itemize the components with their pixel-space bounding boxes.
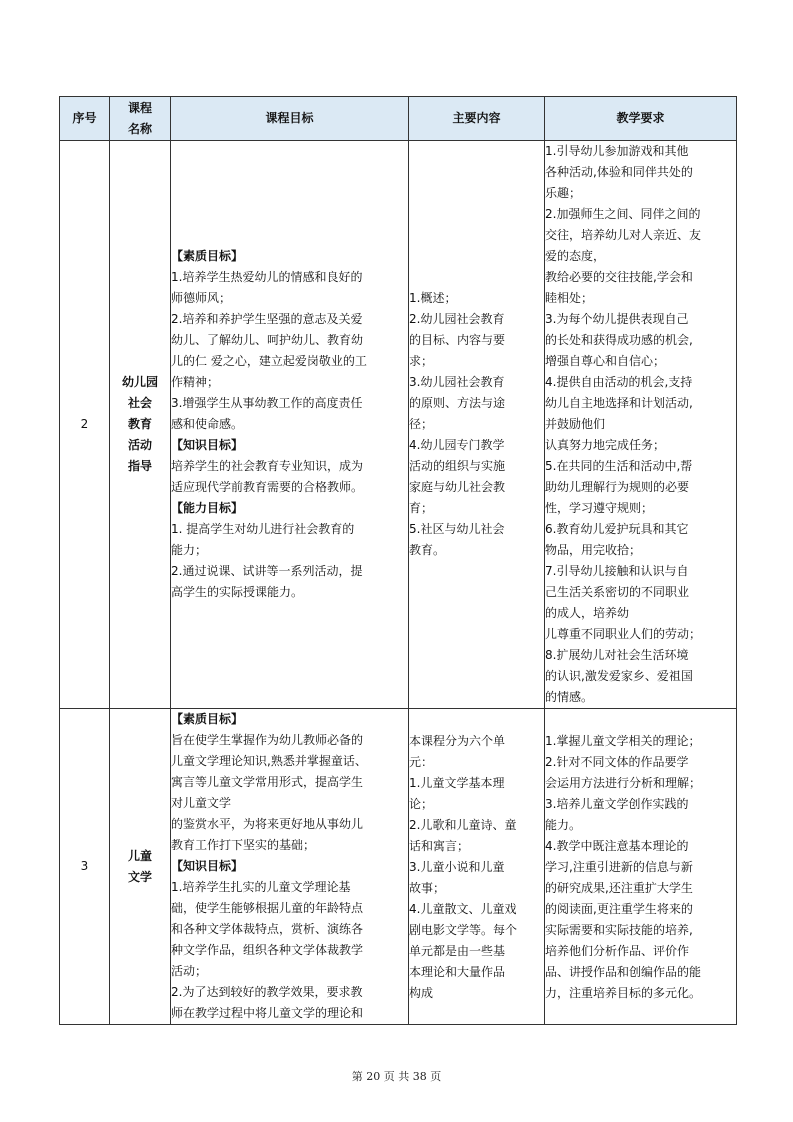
table-header-row <box>60 97 737 141</box>
table-row <box>60 141 737 709</box>
content-line: 故事； <box>409 881 446 895</box>
course-goals <box>171 141 409 709</box>
requirement-line: 力，注重培养目标的多元化。 <box>545 986 702 1000</box>
requirement-line: 会运用方法进行分析和理解； <box>545 776 702 790</box>
requirement-line: 的长处和获得成功感的机会, <box>545 333 693 347</box>
goal-line: 【知识目标】 <box>171 859 244 873</box>
table-row <box>60 709 737 1025</box>
header-course-goals: 课程目标 <box>171 97 409 141</box>
goal-line: 1.培养学生热爱幼儿的情感和良好的 <box>171 270 363 284</box>
requirement-line: 4.提供自由活动的机会,支持 <box>545 375 693 389</box>
header-course-name-line: 课程 <box>127 100 152 115</box>
goal-line: 高学生的实际授课能力。 <box>171 585 304 599</box>
requirement-line: 的研究成果,还注重扩大学生 <box>545 881 693 895</box>
goal-line: 儿童文学理论知识,熟悉并掌握童话、 <box>171 754 367 768</box>
goal-line: 教育工作打下坚实的基础； <box>171 838 316 852</box>
content-line: 3.幼儿园社会教育 <box>409 375 505 389</box>
course-name <box>110 141 171 709</box>
goal-line: 寓言等儿童文学常用形式，提高学生 <box>171 775 364 789</box>
requirement-line: 乐趣； <box>545 186 582 200</box>
goal-line: 感和使命感。 <box>171 417 244 431</box>
content-line: 论； <box>409 797 434 811</box>
requirement-line: 5.在共同的生活和活动中,帮 <box>545 459 693 473</box>
content-line: 育； <box>409 501 434 515</box>
content-line: 单元都是由一些基 <box>409 944 506 958</box>
requirement-line: 的情感。 <box>545 690 594 704</box>
requirement-line: 教给必要的交往技能,学会和 <box>545 270 693 284</box>
requirement-line: 睦相处； <box>545 291 594 305</box>
header-course-name-line: 名称 <box>127 121 152 136</box>
content-line: 的原则、方法与途 <box>409 396 506 410</box>
content-line: 4.儿童散文、儿童戏 <box>409 902 517 916</box>
goal-line: 师德师风； <box>171 291 232 305</box>
course-name-line: 儿童 <box>127 848 152 863</box>
row-index: 2 <box>60 141 110 709</box>
content-line: 5.社区与幼儿社会 <box>409 522 505 536</box>
content-line: 话和寓言； <box>409 839 470 853</box>
content-line: 本课程分为六个单 <box>409 734 506 748</box>
row-index: 3 <box>60 709 110 1025</box>
requirement-line: 爱的态度， <box>545 249 606 263</box>
requirement-line: 2.针对不同文体的作品要学 <box>545 755 689 769</box>
requirement-line: 1.掌握儿童文学相关的理论； <box>545 734 701 748</box>
requirement-line: 幼儿自主地选择和计划活动, <box>545 396 693 410</box>
content-line: 构成 <box>409 986 434 1000</box>
header-teaching-requirements: 教学要求 <box>545 97 737 141</box>
course-name-line: 幼儿园 <box>121 375 158 389</box>
requirement-line: 7.引导幼儿接触和认识与自 <box>545 564 689 578</box>
course-name-line: 教育 <box>127 417 152 431</box>
goal-line: 适应现代学前教育需要的合格教师。 <box>171 480 364 494</box>
page-footer: 第 20 页 共 38 页 <box>351 1070 442 1083</box>
content-line: 活动的组织与实施 <box>409 459 506 473</box>
goal-line: 种文学作品，组织各种文学体裁教学 <box>171 943 364 957</box>
goal-line: 幼儿、了解幼儿、呵护幼儿、教育幼 <box>171 333 364 347</box>
main-content <box>409 141 545 709</box>
header-index: 序号 <box>60 97 110 141</box>
goal-line: 2.通过说课、试讲等一系列活动，提 <box>171 564 363 578</box>
content-line: 的目标、内容与要 <box>409 333 506 347</box>
course-name-line: 文学 <box>127 869 152 884</box>
requirement-line: 1.引导幼儿参加游戏和其他 <box>545 144 689 158</box>
content-line: 本理论和大量作品 <box>409 965 506 979</box>
header-main-content: 主要内容 <box>409 97 545 141</box>
goal-line: 活动； <box>171 964 208 978</box>
requirement-line: 3.为每个幼儿提供表现自己 <box>545 312 689 326</box>
requirement-line: 性，学习遵守规则； <box>545 501 654 515</box>
requirement-line: 3.培养儿童文学创作实践的 <box>545 797 689 811</box>
goal-line: 1.培养学生扎实的儿童文学理论基 <box>171 880 351 894</box>
teaching-requirements <box>545 709 737 1025</box>
content-line: 剧电影文学等。每个 <box>409 923 518 937</box>
content-line: 求； <box>409 354 434 368</box>
goal-line: 础，使学生能够根据儿童的年龄特点 <box>171 901 364 915</box>
course-table <box>59 96 737 1025</box>
requirement-line: 己生活关系密切的不同职业 <box>545 585 690 599</box>
course-name-line: 指导 <box>127 459 152 473</box>
content-line: 2.幼儿园社会教育 <box>409 312 505 326</box>
goal-line: 1. 提高学生对幼儿进行社会教育的 <box>171 522 355 536</box>
goal-line: 和各种文学体裁特点，赏析、演练各 <box>171 922 364 936</box>
content-line: 2.儿歌和儿童诗、童 <box>409 818 517 832</box>
requirement-line: 2.加强师生之间、同伴之间的 <box>545 207 701 221</box>
content-line: 家庭与幼儿社会教 <box>409 480 506 494</box>
requirement-line: 培养他们分析作品、评价作 <box>545 944 690 958</box>
goal-line: 的鉴赏水平，为将来更好地从事幼儿 <box>171 817 364 831</box>
requirement-line: 4.教学中既注意基本理论的 <box>545 839 689 853</box>
requirement-line: 交往，培养幼儿对人亲近、友 <box>545 228 702 242</box>
goal-line: 能力； <box>171 543 208 557</box>
course-name-line: 社会 <box>127 396 152 410</box>
course-name-line: 活动 <box>127 438 152 452</box>
goal-line: 【素质目标】 <box>171 249 244 263</box>
goal-line: 2.培养和养护学生坚强的意志及关爱 <box>171 312 363 326</box>
requirement-line: 实际需要和实际技能的培养, <box>545 923 693 937</box>
requirement-line: 的认识,激发爱家乡、爱祖国 <box>545 669 693 683</box>
goal-line: 培养学生的社会教育专业知识，成为 <box>171 459 364 473</box>
requirement-line: 认真努力地完成任务； <box>545 438 666 452</box>
goal-line: 2.为了达到较好的教学效果，要求教 <box>171 985 363 999</box>
goal-line: 师在教学过程中将儿童文学的理论和 <box>171 1006 364 1020</box>
requirement-line: 8.扩展幼儿对社会生活环境 <box>545 648 689 662</box>
goal-line: 儿的仁 爱之心，建立起爱岗敬业的工 <box>171 354 367 368</box>
course-goals <box>171 709 409 1025</box>
requirement-line: 学习,注重引进新的信息与新 <box>545 860 693 874</box>
content-line: 4.幼儿园专门教学 <box>409 438 505 452</box>
teaching-requirements <box>545 141 737 709</box>
goal-line: 【知识目标】 <box>171 438 244 452</box>
requirement-line: 增强自尊心和自信心； <box>545 354 666 368</box>
requirement-line: 儿尊重不同职业人们的劳动； <box>545 627 702 641</box>
content-line: 1.儿童文学基本理 <box>409 776 505 790</box>
requirement-line: 品、讲授作品和创编作品的能 <box>545 965 702 979</box>
requirement-line: 并鼓励他们 <box>545 417 606 431</box>
content-line: 教育。 <box>409 543 446 557</box>
requirement-line: 助幼儿理解行为规则的必要 <box>545 480 690 494</box>
goal-line: 【能力目标】 <box>171 501 244 515</box>
content-line: 元： <box>409 755 434 769</box>
requirement-line: 的成人，培养幼 <box>545 606 630 620</box>
content-line: 3.儿童小说和儿童 <box>409 860 505 874</box>
goal-line: 3.增强学生从事幼教工作的高度责任 <box>171 396 363 410</box>
goal-line: 作精神； <box>171 375 220 389</box>
requirement-line: 物品，用完收拾； <box>545 543 642 557</box>
requirement-line: 各种活动,体验和同伴共处的 <box>545 165 693 179</box>
goal-line: 【素质目标】 <box>171 712 244 726</box>
requirement-line: 的阅读面,更注重学生将来的 <box>545 902 693 916</box>
content-line: 径； <box>409 417 434 431</box>
requirement-line: 能力。 <box>545 818 582 832</box>
goal-line: 对儿童文学 <box>171 796 232 810</box>
main-content <box>409 709 545 1025</box>
header-course-name <box>110 97 171 141</box>
course-name <box>110 709 171 1025</box>
goal-line: 旨在使学生掌握作为幼儿教师必备的 <box>171 733 364 747</box>
content-line: 1.概述； <box>409 291 457 305</box>
requirement-line: 6.教育幼儿爱护玩具和其它 <box>545 522 689 536</box>
